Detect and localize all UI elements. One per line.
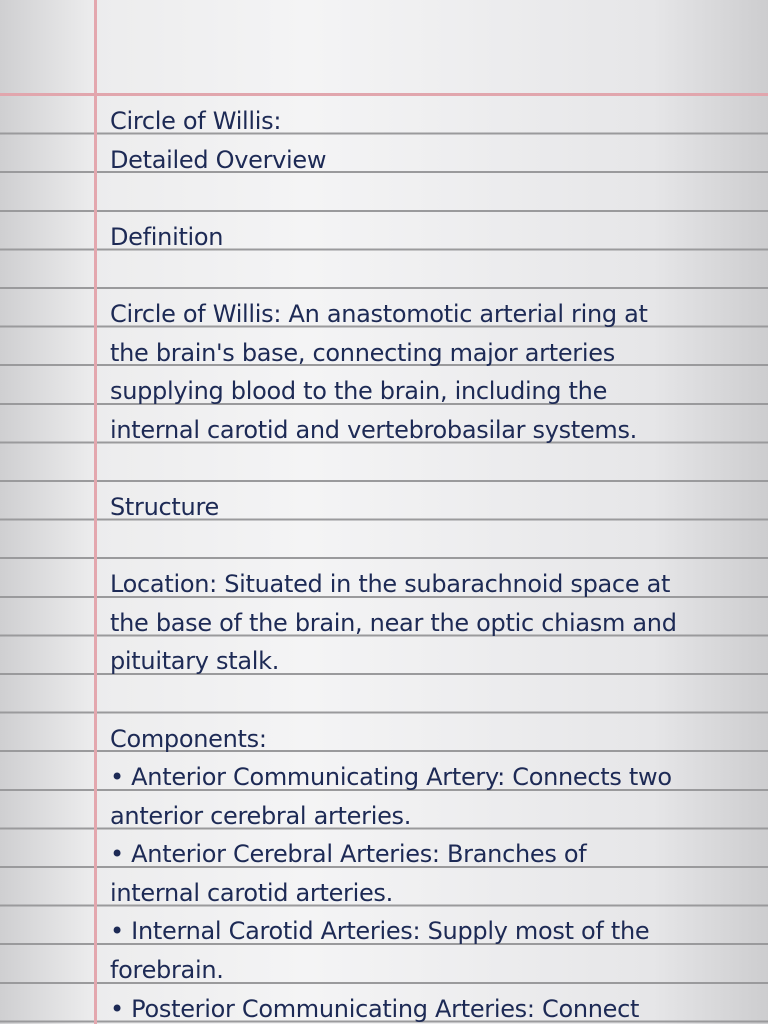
structure-heading: Structure — [110, 492, 219, 521]
definition-line-4: internal carotid and vertebrobasilar systems. — [110, 415, 638, 444]
component-line-3: • Anterior Cerebral Arteries: Branches of — [110, 840, 587, 869]
definition-line-1: Circle of Willis: An anastomotic arterial ring at — [110, 299, 648, 328]
location-line-2: the base of the brain, near the optic chiasm and — [110, 608, 677, 637]
blank-line — [110, 681, 760, 720]
component-line-4: internal carotid arteries. — [110, 878, 393, 907]
definition-line-3: supplying blood to the brain, including the — [110, 377, 608, 406]
component-line-6: forebrain. — [110, 956, 224, 985]
component-line-2: anterior cerebral arteries. — [110, 801, 412, 830]
header-rule — [0, 93, 768, 96]
component-line-1: • Anterior Communicating Artery: Connects two — [110, 763, 672, 792]
note-title-line-2: Detailed Overview — [110, 145, 327, 174]
location-line-1: Location: Situated in the subarachnoid space at — [110, 570, 671, 599]
component-line-5: • Internal Carotid Arteries: Supply most of the — [110, 917, 650, 946]
definition-heading: Definition — [110, 222, 224, 251]
margin-rule — [94, 0, 97, 1024]
note-text — [110, 102, 760, 1024]
note-title-line-1: Circle of Willis: — [110, 107, 282, 135]
location-line-3: pituitary stalk. — [110, 647, 280, 676]
components-heading: Components: — [110, 724, 267, 753]
blank-line — [110, 449, 760, 488]
blank-line — [110, 256, 760, 295]
blank-line — [110, 179, 760, 218]
definition-line-2: the brain's base, connecting major arteries — [110, 338, 615, 367]
blank-line — [110, 527, 760, 566]
component-line-7: • Posterior Communicating Arteries: Connect — [110, 994, 640, 1023]
